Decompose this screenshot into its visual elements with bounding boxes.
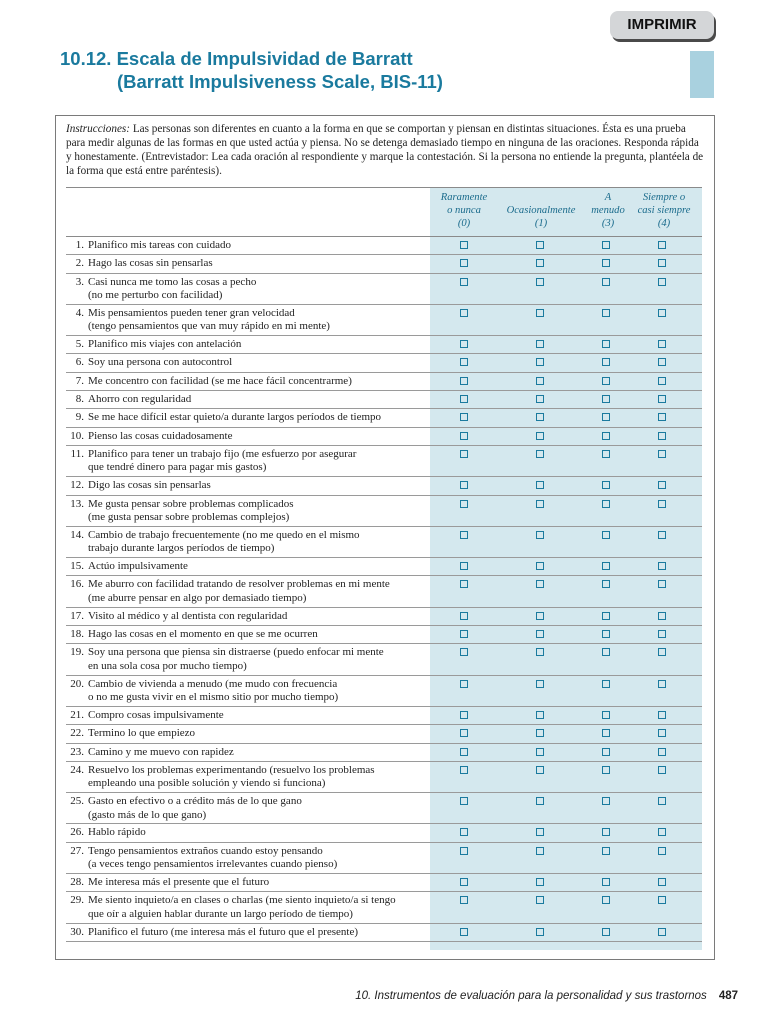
item-number: 11. (70, 447, 84, 460)
table-row (66, 843, 702, 874)
checkbox-often[interactable] (602, 562, 610, 570)
checkbox-often[interactable] (602, 896, 610, 904)
item-text: Planifico para tener un trabajo fijo (me esfuerzo por asegurar que tendré dinero para pagar mis gastos) (88, 447, 357, 474)
checkbox-rarely[interactable] (460, 531, 468, 539)
item-number: 28. (70, 876, 84, 889)
item-text: Se me hace difícil estar quieto/a durante largos períodos de tiempo (88, 411, 382, 424)
item-number: 17. (70, 609, 84, 622)
checkbox-rarely[interactable] (460, 896, 468, 904)
table-row (66, 626, 702, 644)
table-row (66, 409, 702, 427)
print-button[interactable]: IMPRIMIR (610, 11, 714, 39)
item-number: 18. (70, 628, 84, 641)
table-row (66, 793, 702, 824)
checkbox-often[interactable] (602, 413, 610, 421)
checkbox-rarely[interactable] (460, 432, 468, 440)
checkbox-rarely[interactable] (460, 630, 468, 638)
checkbox-occasionally[interactable] (536, 278, 544, 286)
title-line-2: (Barratt Impulsiveness Scale, BIS-11) (117, 71, 443, 92)
table-row (66, 354, 702, 372)
table-row (66, 428, 702, 446)
item-text: Camino y me muevo con rapidez (88, 745, 234, 758)
checkbox-always[interactable] (658, 259, 666, 267)
item-text: Termino lo que empiezo (88, 727, 196, 740)
item-number: 8. (75, 393, 84, 406)
item-number: 2. (75, 257, 84, 270)
checkbox-always[interactable] (658, 278, 666, 286)
title-line-1: 10.12. Escala de Impulsividad de Barratt (60, 48, 413, 69)
checkbox-often[interactable] (602, 450, 610, 458)
item-number: 5. (75, 338, 84, 351)
item-number: 3. (75, 275, 84, 288)
checkbox-always[interactable] (658, 680, 666, 688)
checkbox-always[interactable] (658, 358, 666, 366)
checkbox-often[interactable] (602, 340, 610, 348)
checkbox-rarely[interactable] (460, 278, 468, 286)
item-number: 9. (75, 411, 84, 424)
checkbox-always[interactable] (658, 580, 666, 588)
table-row (66, 924, 702, 942)
checkbox-occasionally[interactable] (536, 500, 544, 508)
checkbox-occasionally[interactable] (536, 259, 544, 267)
checkbox-rarely[interactable] (460, 562, 468, 570)
checkbox-occasionally[interactable] (536, 797, 544, 805)
item-number: 27. (70, 844, 84, 857)
checkbox-occasionally[interactable] (536, 648, 544, 656)
checkbox-often[interactable] (602, 847, 610, 855)
item-text: Me gusta pensar sobre problemas complicados (me gusta pensar sobre problemas complejos) (88, 497, 294, 524)
item-text: Visito al médico y al dentista con regularidad (88, 609, 288, 622)
checkbox-always[interactable] (658, 847, 666, 855)
checkbox-rarely[interactable] (460, 828, 468, 836)
checkbox-always[interactable] (658, 450, 666, 458)
table-row (66, 255, 702, 273)
checkbox-often[interactable] (602, 500, 610, 508)
table-row (66, 762, 702, 793)
checkbox-occasionally[interactable] (536, 413, 544, 421)
item-number: 22. (70, 727, 84, 740)
item-text: Cambio de trabajo frecuentemente (no me quedo en el mismo trabajo durante largos períodos de tiempo) (88, 528, 360, 555)
item-number: 23. (70, 745, 84, 758)
checkbox-always[interactable] (658, 729, 666, 737)
checkbox-occasionally[interactable] (536, 562, 544, 570)
checkbox-often[interactable] (602, 878, 610, 886)
item-number: 10. (70, 429, 84, 442)
item-text: Hago las cosas en el momento en que se me ocurren (88, 628, 318, 641)
checkbox-rarely[interactable] (460, 928, 468, 936)
checkbox-occasionally[interactable] (536, 828, 544, 836)
checkbox-often[interactable] (602, 241, 610, 249)
checkbox-occasionally[interactable] (536, 241, 544, 249)
item-number: 14. (70, 528, 84, 541)
checkbox-occasionally[interactable] (536, 711, 544, 719)
table-row (66, 558, 702, 576)
checkbox-rarely[interactable] (460, 748, 468, 756)
checkbox-often[interactable] (602, 797, 610, 805)
item-text: Gasto en efectivo o a crédito más de lo que gano (gasto más de lo que gano) (88, 795, 302, 821)
checkbox-always[interactable] (658, 432, 666, 440)
checkbox-rarely[interactable] (460, 340, 468, 348)
checkbox-rarely[interactable] (460, 680, 468, 688)
checkbox-always[interactable] (658, 531, 666, 539)
checkbox-rarely[interactable] (460, 309, 468, 317)
checkbox-rarely[interactable] (460, 878, 468, 886)
checkbox-occasionally[interactable] (536, 896, 544, 904)
checkbox-always[interactable] (658, 562, 666, 570)
checkbox-always[interactable] (658, 748, 666, 756)
checkbox-rarely[interactable] (460, 847, 468, 855)
item-number: 29. (70, 894, 84, 907)
table-row (66, 446, 702, 477)
checkbox-occasionally[interactable] (536, 531, 544, 539)
table-row (66, 527, 702, 558)
page-footer (300, 990, 738, 1002)
checkbox-often[interactable] (602, 748, 610, 756)
checkbox-always[interactable] (658, 413, 666, 421)
column-header-rarely: Raramente o nunca (0) (440, 192, 488, 229)
item-text: Planifico el futuro (me interesa más el futuro que el presente) (88, 925, 359, 938)
checkbox-rarely[interactable] (460, 450, 468, 458)
checkbox-often[interactable] (602, 648, 610, 656)
item-text: Planifico mis tareas con cuidado (88, 239, 231, 251)
item-text: Soy una persona con autocontrol (88, 356, 233, 369)
item-number: 4. (75, 306, 84, 319)
page-number: 487 (718, 990, 738, 1002)
checkbox-always[interactable] (658, 828, 666, 836)
item-text: Tengo pensamientos extraños cuando estoy pensando (a veces tengo pensamientos irrelevantes cuando pienso) (88, 844, 338, 871)
checkbox-occasionally[interactable] (536, 395, 544, 403)
checkbox-occasionally[interactable] (536, 432, 544, 440)
checkbox-always[interactable] (658, 500, 666, 508)
column-header-occasionally: Ocasionalmente (1) (506, 205, 576, 229)
checkbox-rarely[interactable] (460, 259, 468, 267)
checkbox-always[interactable] (658, 896, 666, 904)
item-text: Me interesa más el presente que el futuro (88, 876, 270, 889)
item-number: 25. (70, 795, 84, 808)
checkbox-rarely[interactable] (460, 612, 468, 620)
checkbox-often[interactable] (602, 711, 610, 719)
checkbox-occasionally[interactable] (536, 358, 544, 366)
checkbox-often[interactable] (602, 729, 610, 737)
item-number: 15. (70, 560, 84, 573)
checkbox-occasionally[interactable] (536, 878, 544, 886)
item-number: 30. (70, 925, 84, 938)
item-number: 7. (75, 374, 84, 387)
checkbox-rarely[interactable] (460, 580, 468, 588)
table-row (66, 824, 702, 842)
checkbox-often[interactable] (602, 481, 610, 489)
item-text: Hablo rápido (88, 826, 146, 839)
checkbox-rarely[interactable] (460, 797, 468, 805)
checkbox-occasionally[interactable] (536, 309, 544, 317)
table-header (66, 187, 702, 237)
checkbox-occasionally[interactable] (536, 680, 544, 688)
checkbox-often[interactable] (602, 278, 610, 286)
item-text: Mis pensamientos pueden tener gran velocidad (tengo pensamientos que van muy rápido en mi mente) (88, 306, 330, 333)
checkbox-always[interactable] (658, 481, 666, 489)
column-header-often: A menudo (3) (591, 192, 625, 229)
checkbox-occasionally[interactable] (536, 481, 544, 489)
checkbox-often[interactable] (602, 766, 610, 774)
checkbox-rarely[interactable] (460, 648, 468, 656)
item-rows (66, 237, 702, 942)
table-row (66, 892, 702, 923)
instructions-label: Instrucciones: (66, 123, 131, 135)
checkbox-always[interactable] (658, 241, 666, 249)
checkbox-always[interactable] (658, 340, 666, 348)
checkbox-always[interactable] (658, 878, 666, 886)
checkbox-always[interactable] (658, 766, 666, 774)
table-row (66, 725, 702, 743)
item-number: 6. (75, 356, 84, 369)
item-number: 1. (75, 239, 84, 251)
checkbox-often[interactable] (602, 395, 610, 403)
checkbox-occasionally[interactable] (536, 729, 544, 737)
checkbox-always[interactable] (658, 797, 666, 805)
checkbox-rarely[interactable] (460, 358, 468, 366)
checkbox-occasionally[interactable] (536, 612, 544, 620)
item-text: Pienso las cosas cuidadosamente (88, 429, 233, 442)
checkbox-always[interactable] (658, 928, 666, 936)
item-text: Hago las cosas sin pensarlas (88, 257, 213, 270)
item-number: 19. (70, 646, 84, 659)
checkbox-occasionally[interactable] (536, 377, 544, 385)
checkbox-occasionally[interactable] (536, 847, 544, 855)
checkbox-often[interactable] (602, 358, 610, 366)
checkbox-occasionally[interactable] (536, 630, 544, 638)
checkbox-rarely[interactable] (460, 377, 468, 385)
table-row (66, 336, 702, 354)
column-header-always: Siempre o casi siempre (4) (637, 192, 691, 229)
checkbox-often[interactable] (602, 928, 610, 936)
table-row (66, 496, 702, 527)
table-row (66, 608, 702, 626)
checkbox-always[interactable] (658, 630, 666, 638)
footer-chapter: 10. Instrumentos de evaluación para la personalidad y sus trastornos (355, 990, 707, 1002)
instructions (66, 122, 706, 178)
table-row (66, 274, 702, 305)
checkbox-rarely[interactable] (460, 413, 468, 421)
checkbox-rarely[interactable] (460, 711, 468, 719)
instructions-text: Las personas son diferentes en cuanto a la forma en que se comportan y piensan en distintas situaciones. Ésta es una prueba para medir algunas de las formas en que usted actúa y piensa. No se detenga demasiado tiempo en ninguna de las oraciones. Responda rápida y honestamente. (Entrevistador: Lea cada oración al respondiente y marque la contestación. Si la persona no entiende la pregunta, plantéela de la forma que está entre paréntesis). (66, 123, 704, 177)
checkbox-always[interactable] (658, 612, 666, 620)
table-row (66, 373, 702, 391)
table-row (66, 576, 702, 607)
checkbox-rarely[interactable] (460, 500, 468, 508)
checkbox-often[interactable] (602, 432, 610, 440)
checkbox-rarely[interactable] (460, 729, 468, 737)
checkbox-always[interactable] (658, 395, 666, 403)
checkbox-occasionally[interactable] (536, 580, 544, 588)
checkbox-rarely[interactable] (460, 241, 468, 249)
items-table (66, 187, 702, 942)
item-number: 13. (70, 497, 84, 510)
checkbox-always[interactable] (658, 711, 666, 719)
section-tab-marker (690, 51, 714, 98)
item-text: Me concentro con facilidad (se me hace fácil concentrarme) (88, 374, 352, 387)
item-text: Casi nunca me tomo las cosas a pecho (no me perturbo con facilidad) (88, 275, 257, 302)
checkbox-rarely[interactable] (460, 481, 468, 489)
checkbox-often[interactable] (602, 680, 610, 688)
table-row (66, 744, 702, 762)
checkbox-occasionally[interactable] (536, 340, 544, 348)
item-number: 12. (70, 479, 84, 492)
checkbox-always[interactable] (658, 309, 666, 317)
table-row (66, 305, 702, 336)
checkbox-often[interactable] (602, 630, 610, 638)
checkbox-often[interactable] (602, 612, 610, 620)
item-text: Digo las cosas sin pensarlas (88, 479, 211, 492)
checkbox-often[interactable] (602, 259, 610, 267)
checkbox-occasionally[interactable] (536, 766, 544, 774)
item-text: Planifico mis viajes con antelación (88, 338, 242, 351)
table-row (66, 391, 702, 409)
checkbox-often[interactable] (602, 531, 610, 539)
item-text: Soy una persona que piensa sin distraerse (puedo enfocar mi mente en una sola cosa por mucho tiempo) (88, 646, 384, 672)
checkbox-always[interactable] (658, 648, 666, 656)
item-number: 16. (70, 578, 84, 591)
item-text: Resuelvo los problemas experimentando (resuelvo los problemas empleando una posible solución y viendo si funciona) (88, 763, 375, 790)
checkbox-often[interactable] (602, 309, 610, 317)
table-row (66, 707, 702, 725)
item-text: Compro cosas impulsivamente (88, 708, 224, 721)
checkbox-often[interactable] (602, 828, 610, 836)
table-row (66, 237, 702, 255)
checkbox-occasionally[interactable] (536, 748, 544, 756)
page-title (60, 47, 443, 93)
item-number: 24. (70, 763, 84, 776)
checkbox-occasionally[interactable] (536, 450, 544, 458)
item-number: 26. (70, 826, 84, 839)
checkbox-rarely[interactable] (460, 766, 468, 774)
checkbox-often[interactable] (602, 377, 610, 385)
item-number: 20. (70, 677, 84, 690)
checkbox-always[interactable] (658, 377, 666, 385)
item-text: Me aburro con facilidad tratando de resolver problemas en mi mente (me aburre pensar en algo por demasiado tiempo) (88, 578, 390, 604)
item-text: Actúo impulsivamente (88, 560, 188, 573)
table-row (66, 676, 702, 707)
table-row (66, 477, 702, 495)
table-row (66, 874, 702, 892)
checkbox-often[interactable] (602, 580, 610, 588)
checkbox-rarely[interactable] (460, 395, 468, 403)
checkbox-occasionally[interactable] (536, 928, 544, 936)
item-number: 21. (70, 708, 84, 721)
table-row (66, 644, 702, 675)
item-text: Ahorro con regularidad (88, 393, 192, 406)
item-text: Me siento inquieto/a en clases o charlas (me siento inquieto/a si tengo que oír a alguien hablar durante un largo período de tiempo) (88, 894, 396, 920)
item-text: Cambio de vivienda a menudo (me mudo con frecuencia o no me gusta vivir en el mismo sitio por mucho tiempo) (88, 677, 339, 704)
